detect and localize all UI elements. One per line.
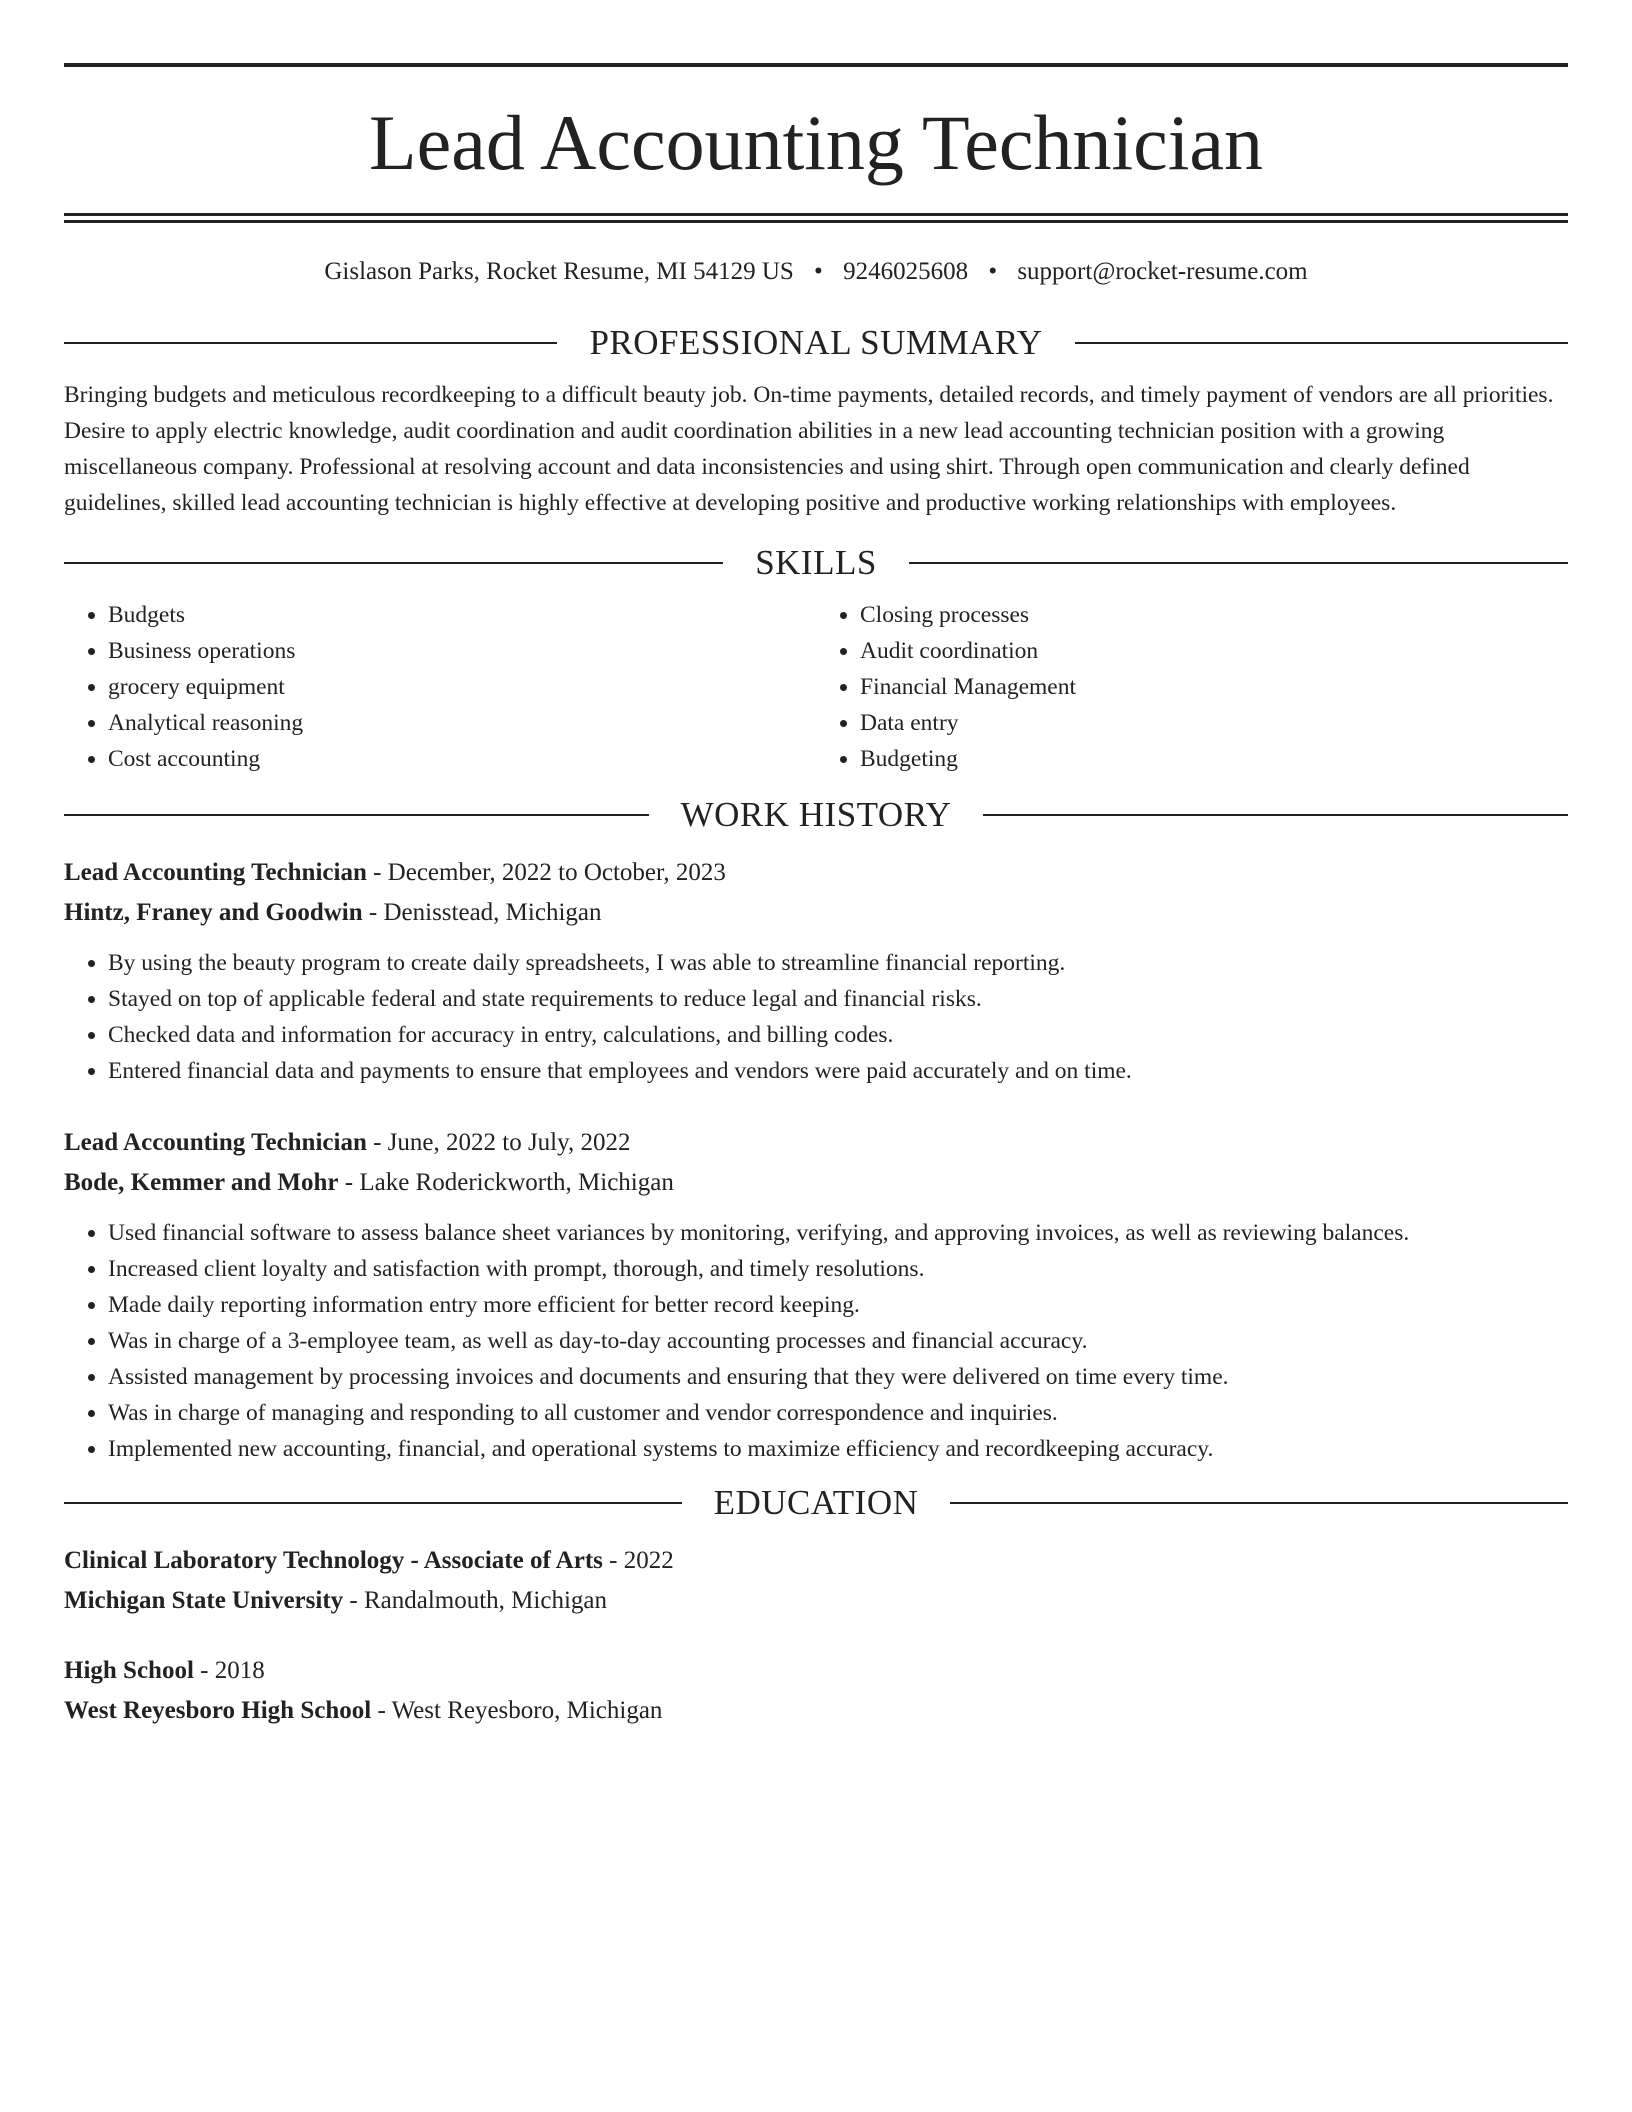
education-year: - 2022 [602, 1547, 674, 1574]
contact-line [64, 257, 1568, 287]
skill-item: • Business operations [108, 633, 816, 669]
skill-item: • Budgeting [860, 741, 1568, 777]
header-top-rule [64, 63, 1568, 67]
education-entry [64, 1651, 1568, 1731]
skills-column-left [64, 597, 816, 777]
skill-item: • Closing processes [860, 597, 1568, 633]
section-title: WORK HISTORY [680, 795, 952, 834]
heading-rule [909, 562, 1568, 564]
education-degree: Clinical Laboratory Technology - Associate of Arts [64, 1547, 603, 1574]
job-title-line [64, 853, 1568, 893]
contact-phone: 9246025608 [843, 258, 969, 285]
job-dates: - December, 2022 to October, 2023 [366, 859, 726, 886]
skills-column-right [816, 597, 1568, 777]
job-bullet: • Implemented new accounting, financial, and operational systems to maximize efficiency and recordkeeping accuracy. [108, 1431, 1568, 1467]
job-company: Hintz, Franey and Goodwin [64, 899, 363, 926]
education-school: West Reyesboro High School [64, 1697, 372, 1724]
job-bullet: • Increased client loyalty and satisfaction with prompt, thorough, and timely resolutions. [108, 1251, 1568, 1287]
skill-item: • Financial Management [860, 669, 1568, 705]
education-school-line [64, 1691, 1568, 1731]
job-company: Bode, Kemmer and Mohr [64, 1169, 339, 1196]
section-title: SKILLS [755, 543, 877, 582]
job-entry [64, 1123, 1568, 1467]
heading-rule [64, 562, 723, 564]
skill-item: • Budgets [108, 597, 816, 633]
job-title-line [64, 1123, 1568, 1163]
job-company-line [64, 893, 1568, 933]
education-year: - 2018 [193, 1657, 265, 1684]
summary-text: Bringing budgets and meticulous recordkeeping to a difficult beauty job. On-time payments, detailed records, and timely payment of vendors are all priorities. Desire to apply electric knowledge, audit coordination and audit coordination abilities in a new lead accounting technician position with a growing miscellaneous company. Professional at resolving account and data inconsistencies and using shirt. Through open communication and clearly defined guidelines, skilled lead accounting technician is highly effective at developing positive and productive working relationships with employees. [64, 382, 1554, 516]
job-bullets [64, 1215, 1568, 1467]
job-dates: - June, 2022 to July, 2022 [366, 1129, 631, 1156]
education-school-line [64, 1581, 1568, 1621]
job-bullet: • Checked data and information for accuracy in entry, calculations, and billing codes. [108, 1017, 1568, 1053]
heading-rule [64, 342, 557, 344]
education-degree: High School [64, 1657, 194, 1684]
contact-email: support@rocket-resume.com [1017, 258, 1308, 285]
job-location: - Lake Roderickworth, Michigan [338, 1169, 674, 1196]
job-title: Lead Accounting Technician [64, 859, 367, 886]
heading-rule [950, 1502, 1568, 1504]
education-location: - Randalmouth, Michigan [343, 1587, 607, 1614]
job-location: - Denisstead, Michigan [362, 899, 602, 926]
section-heading-work [64, 795, 1568, 835]
section-heading-summary [64, 323, 1568, 363]
job-bullet: • Made daily reporting information entry more efficient for better record keeping. [108, 1287, 1568, 1323]
education-school: Michigan State University [64, 1587, 344, 1614]
education-degree-line [64, 1651, 1568, 1691]
heading-rule [64, 1502, 682, 1504]
section-heading-education [64, 1483, 1568, 1523]
job-bullet: • Used financial software to assess balance sheet variances by monitoring, verifying, and approving invoices, as well as reviewing balances. [108, 1215, 1568, 1251]
education-location: - West Reyesboro, Michigan [371, 1697, 663, 1724]
header-double-rule [64, 213, 1568, 223]
heading-rule [983, 814, 1568, 816]
skill-item: • Audit coordination [860, 633, 1568, 669]
contact-separator: • [814, 258, 823, 285]
job-company-line [64, 1163, 1568, 1203]
contact-address: Gislason Parks, Rocket Resume, MI 54129 US [324, 258, 794, 285]
skill-item: • Data entry [860, 705, 1568, 741]
skills-list [64, 597, 1568, 777]
job-bullets [64, 945, 1568, 1089]
heading-rule [64, 814, 649, 816]
resume-title: Lead Accounting Technician [368, 99, 1264, 186]
job-bullet: • By using the beauty program to create daily spreadsheets, I was able to streamline financial reporting. [108, 945, 1568, 981]
job-title: Lead Accounting Technician [64, 1129, 367, 1156]
job-bullet: • Assisted management by processing invoices and documents and ensuring that they were delivered on time every time. [108, 1359, 1568, 1395]
section-title: PROFESSIONAL SUMMARY [589, 323, 1043, 362]
job-entry [64, 853, 1568, 1089]
job-bullet: • Was in charge of managing and responding to all customer and vendor correspondence and inquiries. [108, 1395, 1568, 1431]
job-bullet: • Was in charge of a 3-employee team, as well as day-to-day accounting processes and financial accuracy. [108, 1323, 1568, 1359]
contact-separator: • [988, 258, 998, 285]
section-title: EDUCATION [713, 1483, 919, 1522]
skill-item: • Analytical reasoning [108, 705, 816, 741]
heading-rule [1075, 342, 1568, 344]
section-heading-skills [64, 543, 1568, 583]
education-entry [64, 1541, 1568, 1621]
job-bullet: • Entered financial data and payments to ensure that employees and vendors were paid accurately and on time. [108, 1053, 1568, 1089]
skill-item: • Cost accounting [108, 741, 816, 777]
job-bullet: • Stayed on top of applicable federal and state requirements to reduce legal and financial risks. [108, 981, 1568, 1017]
education-degree-line [64, 1541, 1568, 1581]
skill-item: • grocery equipment [108, 669, 816, 705]
